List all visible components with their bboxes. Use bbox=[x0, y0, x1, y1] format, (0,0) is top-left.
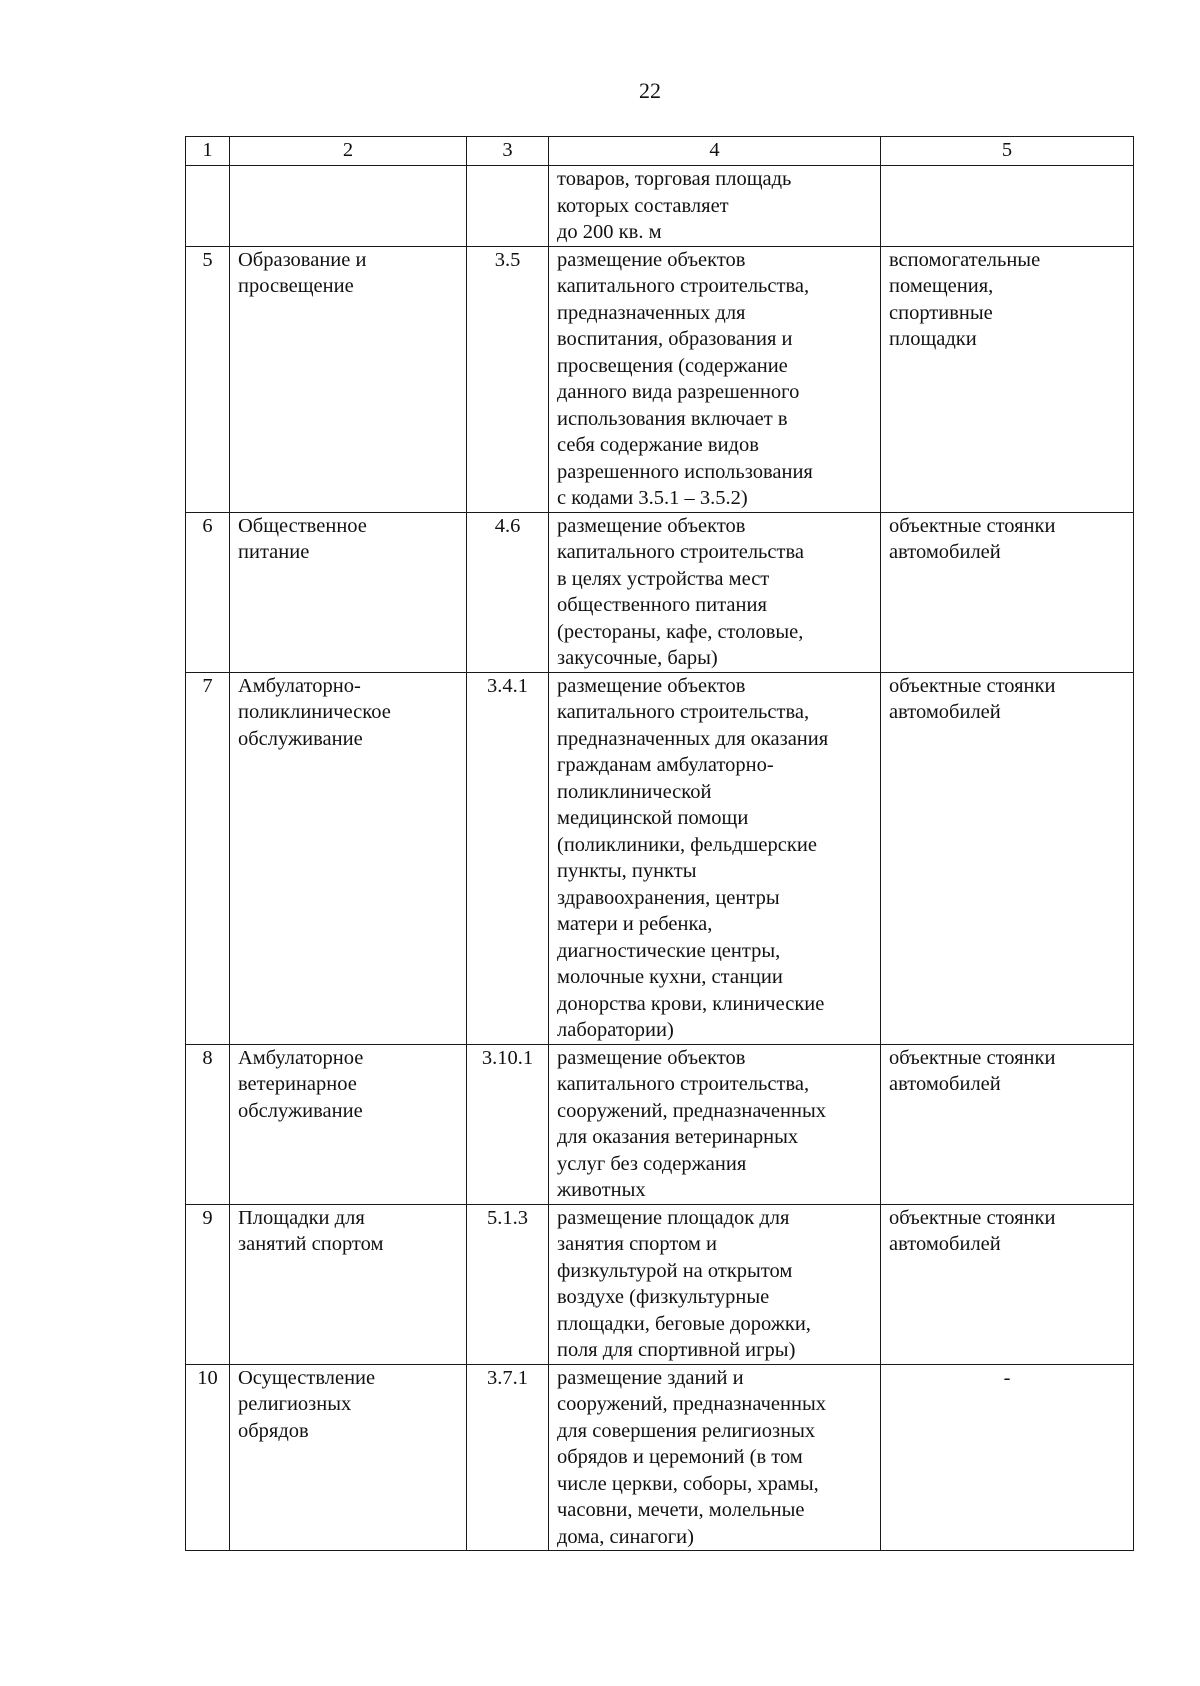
auxiliary-uses-text: вспомогательные помещения, спортивные площадки bbox=[889, 248, 1041, 350]
use-description-text: размещение зданий и сооружений, предназначенных для совершения религиозных обрядов и церемоний (в том числе церкви, соборы, храмы, часовни, мечети, молельные дома, синагоги) bbox=[557, 1366, 826, 1548]
row-number-text: 5 bbox=[202, 248, 213, 271]
use-name-text: Образование и просвещение bbox=[238, 248, 367, 297]
use-name bbox=[230, 1044, 467, 1204]
use-name-text: Общественное питание bbox=[238, 514, 367, 563]
row-number bbox=[186, 246, 230, 512]
row-number bbox=[186, 512, 230, 672]
use-name bbox=[230, 1204, 467, 1364]
row-number bbox=[186, 672, 230, 1044]
table-row bbox=[186, 672, 1134, 1044]
use-code-text: 3.5 bbox=[494, 248, 521, 271]
table-header bbox=[186, 137, 1134, 166]
use-code bbox=[467, 512, 549, 672]
use-name bbox=[230, 246, 467, 512]
use-code-text: 5.1.3 bbox=[487, 1206, 528, 1229]
auxiliary-uses-text: объектные стоянки автомобилей bbox=[889, 674, 1056, 723]
page-number: 22 bbox=[639, 78, 661, 103]
header-row bbox=[186, 137, 1134, 166]
use-code-text: 4.6 bbox=[494, 514, 521, 537]
table-row bbox=[186, 1204, 1134, 1364]
auxiliary-uses bbox=[881, 246, 1134, 512]
use-description-text: товаров, торговая площадь которых составляет до 200 кв. м bbox=[557, 168, 792, 243]
use-description bbox=[549, 246, 881, 512]
use-code-text: 3.4.1 bbox=[487, 674, 528, 697]
table-body bbox=[186, 166, 1134, 1551]
use-code-text: 3.7.1 bbox=[487, 1366, 528, 1389]
auxiliary-uses-text: объектные стоянки автомобилей bbox=[889, 1046, 1056, 1095]
auxiliary-uses-text: - bbox=[1003, 1366, 1011, 1389]
use-code bbox=[467, 672, 549, 1044]
use-code bbox=[467, 246, 549, 512]
auxiliary-uses bbox=[881, 672, 1134, 1044]
table-row bbox=[186, 166, 1134, 247]
row-number-text: 10 bbox=[197, 1366, 218, 1389]
use-code bbox=[467, 1364, 549, 1551]
header-col-5: 5 bbox=[881, 137, 1134, 166]
auxiliary-uses-text: объектные стоянки автомобилей bbox=[889, 1206, 1056, 1255]
use-code bbox=[467, 1044, 549, 1204]
use-name bbox=[230, 672, 467, 1044]
row-number bbox=[186, 1204, 230, 1364]
use-description bbox=[549, 166, 881, 247]
use-description-text: размещение объектов капитального строительства, предназначенных для воспитания, образования и просвещения (содержание данного вида разрешенного использования включает в себя содержание видов разрешенного использования с кодами 3.5.1 – 3.5.2) bbox=[557, 248, 813, 509]
use-name-text: Амбулаторное ветеринарное обслуживание bbox=[238, 1046, 364, 1122]
use-code bbox=[467, 166, 549, 247]
auxiliary-uses bbox=[881, 166, 1134, 247]
use-description bbox=[549, 512, 881, 672]
use-description-text: размещение объектов капитального строительства, сооружений, предназначенных для оказания ветеринарных услуг без содержания животных bbox=[557, 1046, 826, 1201]
use-name bbox=[230, 512, 467, 672]
row-number-text: 8 bbox=[202, 1046, 213, 1069]
use-description-text: размещение площадок для занятия спортом и физкультурой на открытом воздухе (физкультурные площадки, беговые дорожки, поля для спортивной игры) bbox=[557, 1206, 811, 1361]
auxiliary-uses bbox=[881, 1044, 1134, 1204]
row-number-text: 6 bbox=[202, 514, 213, 537]
auxiliary-uses-text: объектные стоянки автомобилей bbox=[889, 514, 1056, 563]
header-col-4: 4 bbox=[549, 137, 881, 166]
use-code-text: 3.10.1 bbox=[481, 1046, 534, 1069]
header-col-1: 1 bbox=[186, 137, 230, 166]
row-number bbox=[186, 1364, 230, 1551]
header-col-2: 2 bbox=[230, 137, 467, 166]
row-number-text: 9 bbox=[202, 1206, 213, 1229]
use-description bbox=[549, 1204, 881, 1364]
use-description-text: размещение объектов капитального строительства, предназначенных для оказания гражданам амбулаторно- поликлинической медицинской помощи (поликлиники, фельдшерские пункты, пункты здравоохранения, центры матери и ребенка, диагностические центры, молочные кухни, станции донорства крови, клинические лаборатории) bbox=[557, 674, 829, 1041]
row-number bbox=[186, 1044, 230, 1204]
row-number bbox=[186, 166, 230, 247]
table-row bbox=[186, 512, 1134, 672]
auxiliary-uses bbox=[881, 1204, 1134, 1364]
header-col-3: 3 bbox=[467, 137, 549, 166]
use-description bbox=[549, 672, 881, 1044]
use-name bbox=[230, 166, 467, 247]
table-row bbox=[186, 246, 1134, 512]
use-name bbox=[230, 1364, 467, 1551]
auxiliary-uses bbox=[881, 512, 1134, 672]
use-description bbox=[549, 1044, 881, 1204]
row-number-text: 7 bbox=[202, 674, 213, 697]
use-name-text: Амбулаторно- поликлиническое обслуживание bbox=[238, 674, 391, 750]
use-code bbox=[467, 1204, 549, 1364]
land-use-table bbox=[185, 136, 1134, 1551]
use-name-text: Осуществление религиозных обрядов bbox=[238, 1366, 376, 1442]
use-description-text: размещение объектов капитального строительства в целях устройства мест общественного питания (рестораны, кафе, столовые, закусочные, бары) bbox=[557, 514, 804, 669]
table-row bbox=[186, 1044, 1134, 1204]
auxiliary-uses bbox=[881, 1364, 1134, 1551]
use-description bbox=[549, 1364, 881, 1551]
use-name-text: Площадки для занятий спортом bbox=[238, 1206, 384, 1255]
table-row bbox=[186, 1364, 1134, 1551]
